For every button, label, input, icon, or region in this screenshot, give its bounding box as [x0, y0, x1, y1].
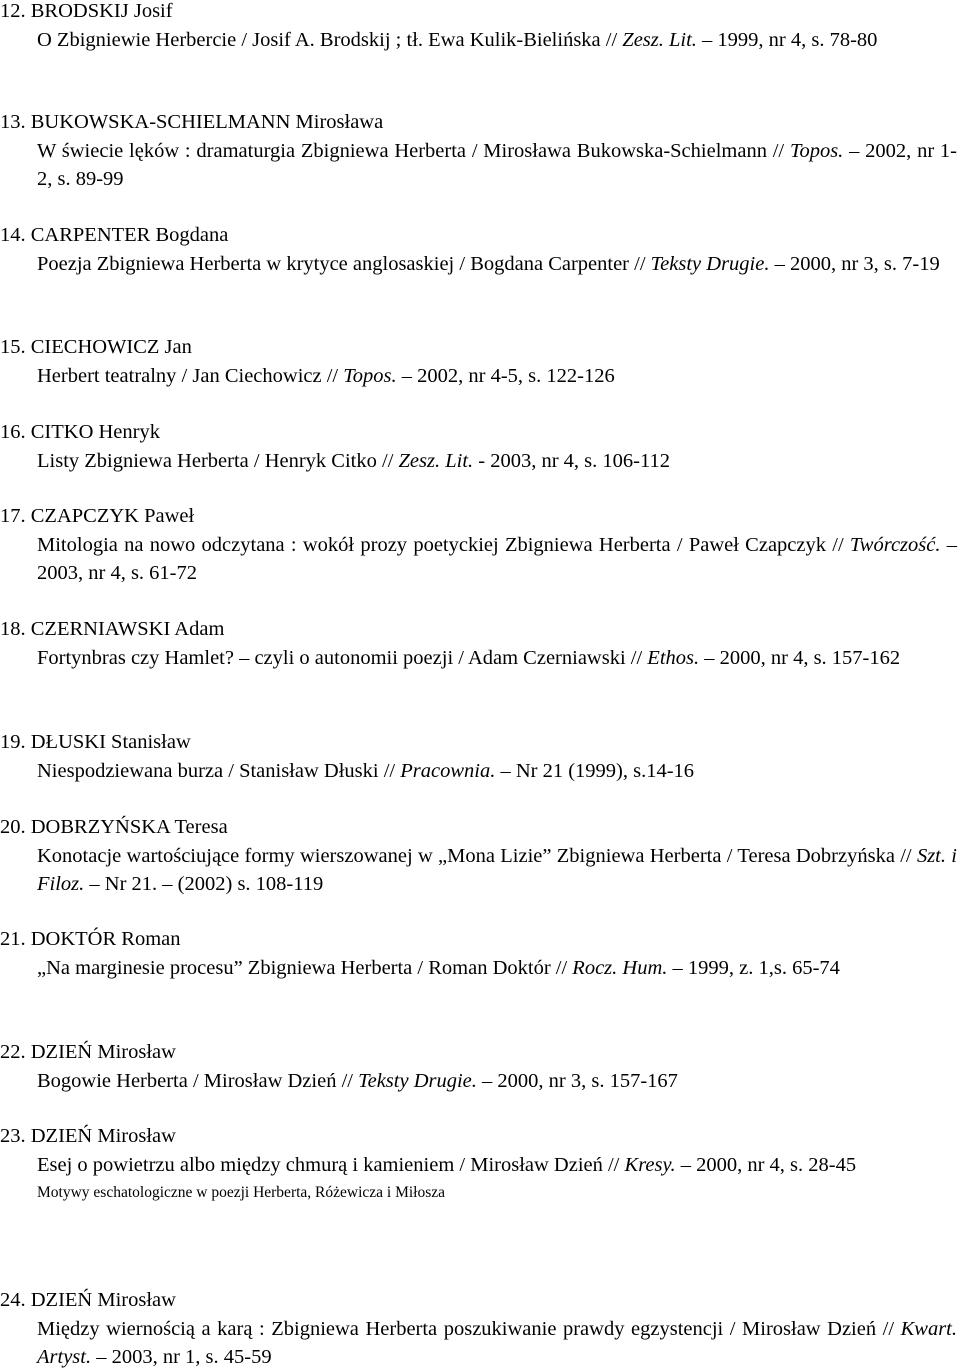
entry-heading	[0, 615, 224, 644]
bibliography-entry-20	[0, 813, 957, 899]
entry-number: 20.	[0, 816, 26, 838]
entry-heading	[0, 333, 192, 362]
entry-details: – 1999, z. 1,s. 65-74	[667, 956, 840, 979]
entry-source: Zesz. Lit.	[622, 28, 697, 51]
entry-heading	[0, 0, 173, 26]
entry-details: – 1999, nr 4, s. 78-80	[696, 28, 878, 51]
entry-author: DZIEŃ Mirosław	[30, 1125, 176, 1147]
entry-details: – Nr 21. – (2002) s. 108-119	[84, 873, 324, 895]
bibliography-entry-24	[0, 1286, 958, 1372]
entry-title: Fortynbras czy Hamlet? – czyli o autonomii poezji / Adam Czerniawski //	[37, 646, 643, 669]
entry-number: 23.	[0, 1125, 26, 1147]
entry-author: DOBRZYŃSKA Teresa	[30, 816, 228, 838]
entry-heading	[0, 728, 191, 757]
entry-source: Kwart. Artyst.	[37, 1317, 958, 1368]
entry-heading	[0, 813, 228, 842]
entry-title: Listy Zbigniewa Herberta / Henryk Citko //	[37, 449, 394, 472]
entry-heading	[0, 418, 160, 447]
entry-author: DZIEŃ Mirosław	[30, 1041, 176, 1063]
entry-number: 21.	[0, 928, 26, 950]
entry-author: CZAPCZYK Paweł	[30, 505, 195, 527]
entry-number: 17.	[0, 505, 26, 527]
entry-title: Mitologia na nowo odczytana : wokół prozy poetyckiej Zbigniewa Herberta / Paweł Czapczyk //	[37, 533, 844, 556]
entry-source: Twórczość.	[849, 533, 941, 556]
entry-number: 16.	[0, 421, 26, 443]
entry-number: 15.	[0, 336, 26, 358]
entry-number: 24.	[0, 1289, 26, 1311]
entry-heading	[0, 1038, 176, 1067]
entry-details: – 2003, nr 1, s. 45-59	[91, 1346, 272, 1368]
bibliography-entry-23	[0, 1122, 957, 1207]
entry-source: Topos.	[343, 364, 397, 387]
entry-source: Rocz. Hum.	[572, 956, 668, 979]
entry-source: Kresy.	[624, 1153, 676, 1176]
bibliography-entry-15	[0, 333, 957, 390]
entry-source: Teksty Drugie.	[650, 252, 770, 275]
entry-heading	[0, 502, 194, 531]
entry-number: 18.	[0, 618, 26, 640]
entry-source: Teksty Drugie.	[358, 1069, 477, 1092]
entry-details: – 2002, nr 4-5, s. 122-126	[396, 364, 615, 387]
bibliography-entry-17	[0, 502, 957, 588]
entry-heading	[0, 1122, 176, 1151]
entry-source: Szt. i Filoz.	[37, 844, 957, 895]
entry-details: – 2000, nr 3, s. 7-19	[769, 252, 940, 275]
entry-details: – 2003, nr 4, s. 61-72	[37, 533, 957, 584]
entry-title: Konotacje wartościujące formy wierszowanej w „Mona Lizie” Zbigniewa Herberta / Teresa Dobrzyńska //	[37, 844, 912, 867]
entry-title: Esej o powietrzu albo między chmurą i kamieniem / Mirosław Dzień //	[37, 1153, 620, 1176]
bibliography-entry-16	[0, 418, 957, 475]
entry-author: CIECHOWICZ Jan	[30, 336, 192, 358]
entry-number: 13.	[0, 111, 26, 133]
entry-details: – 2000, nr 4, s. 157-162	[699, 646, 901, 669]
entry-heading	[0, 108, 383, 137]
entry-source: Ethos.	[647, 646, 700, 669]
entry-details: – 2002, nr 1-2, s. 89-99	[37, 139, 958, 190]
entry-source: Topos.	[789, 139, 844, 162]
entry-author: DŁUSKI Stanisław	[30, 731, 191, 753]
entry-author: CARPENTER Bogdana	[30, 224, 229, 246]
entry-number: 12.	[0, 0, 26, 22]
bibliography-entry-18	[0, 615, 957, 672]
entry-number: 22.	[0, 1041, 26, 1063]
entry-heading	[0, 925, 181, 954]
entry-title: Między wiernością a karą : Zbigniewa Herberta poszukiwanie prawdy egzystencji / Mirosław Dzień //	[37, 1317, 895, 1340]
bibliography-entry-14	[0, 221, 957, 278]
entry-author: CZERNIAWSKI Adam	[30, 618, 225, 640]
entry-title: O Zbigniewie Herbercie / Josif A. Brodskij ; tł. Ewa Kulik-Bielińska //	[37, 28, 618, 51]
bibliography-entry-22	[0, 1038, 957, 1095]
entry-annotation: Motywy eschatologiczne w poezji Herberta, Różewicza i Miłosza	[37, 1184, 446, 1201]
bibliography-entry-19	[0, 728, 957, 785]
entry-details: - 2003, nr 4, s. 106-112	[473, 449, 670, 472]
entry-author: DOKTÓR Roman	[30, 928, 181, 950]
entry-author: DZIEŃ Mirosław	[30, 1289, 176, 1311]
entry-number: 14.	[0, 224, 26, 246]
entry-number: 19.	[0, 731, 26, 753]
bibliography-entry-21	[0, 925, 957, 982]
entry-heading	[0, 221, 228, 250]
entry-heading	[0, 1286, 176, 1315]
bibliography-entry-13	[0, 108, 958, 194]
entry-details: – 2000, nr 3, s. 157-167	[476, 1069, 678, 1092]
entry-title: Poezja Zbigniewa Herberta w krytyce anglosaskiej / Bogdana Carpenter //	[37, 252, 646, 275]
entry-title: Bogowie Herberta / Mirosław Dzień //	[37, 1069, 353, 1092]
entry-title: Herbert teatralny / Jan Ciechowicz //	[37, 364, 339, 387]
entry-title: „Na marginesie procesu” Zbigniewa Herberta / Roman Doktór //	[37, 956, 568, 979]
entry-source: Zesz. Lit.	[398, 449, 474, 472]
bibliography-entry-12	[0, 0, 957, 54]
entry-author: BUKOWSKA-SCHIELMANN Mirosława	[30, 111, 384, 133]
entry-details: – Nr 21 (1999), s.14-16	[495, 759, 695, 782]
entry-source: Pracownia.	[400, 759, 496, 782]
entry-author: CITKO Henryk	[30, 421, 160, 443]
entry-author: BRODSKIJ Josif	[30, 0, 173, 22]
entry-title: W świecie lęków : dramaturgia Zbigniewa Herberta / Mirosława Bukowska-Schielmann //	[37, 139, 785, 162]
entry-citation	[37, 418, 957, 475]
entry-title: Niespodziewana burza / Stanisław Dłuski //	[37, 759, 396, 782]
entry-details: – 2000, nr 4, s. 28-45	[675, 1153, 857, 1176]
entry-citation	[37, 0, 957, 54]
